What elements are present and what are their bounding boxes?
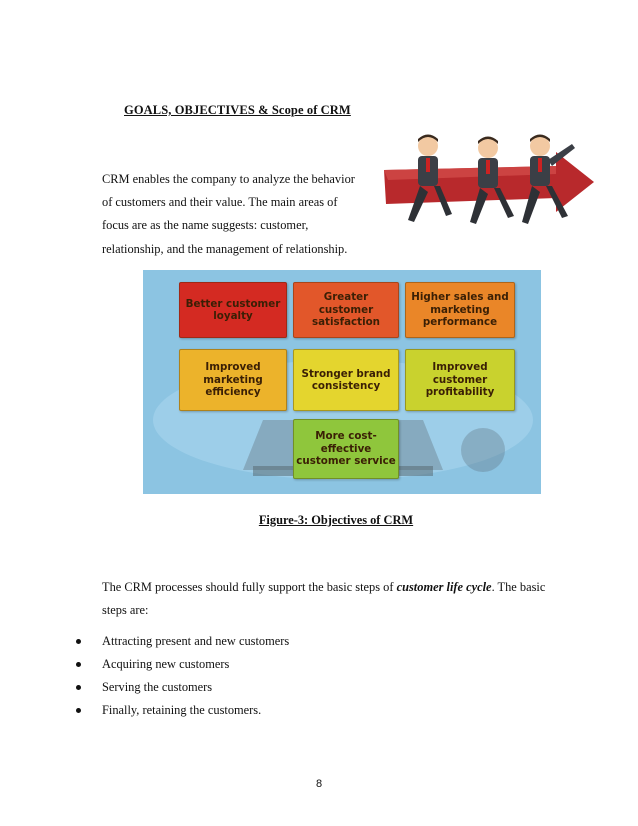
businessmen-arrow-illustration bbox=[376, 130, 613, 239]
objective-box: Stronger brand consistency bbox=[293, 349, 399, 411]
paragraph-text: The CRM processes should fully support the basic steps of bbox=[102, 580, 397, 594]
paragraph-text: steps are: bbox=[102, 603, 149, 617]
objective-box: More cost- effective customer service bbox=[293, 419, 399, 479]
list-item-text: Finally, retaining the customers. bbox=[102, 703, 262, 717]
list-item bbox=[74, 702, 289, 725]
lifecycle-paragraph bbox=[102, 576, 582, 622]
list-item-text: Serving the customers bbox=[102, 680, 213, 694]
objective-box: Improved marketing efficiency bbox=[179, 349, 287, 411]
objective-box: Better customer loyalty bbox=[179, 282, 287, 338]
bullet-icon bbox=[76, 662, 81, 667]
paragraph-emphasis: customer life cycle bbox=[396, 580, 492, 594]
intro-paragraph bbox=[102, 168, 372, 261]
list-item bbox=[74, 679, 289, 702]
objective-box: Improved customer profitability bbox=[405, 349, 515, 411]
figure-caption-text: Figure-3: Objectives of CRM bbox=[258, 513, 414, 527]
bullet-icon bbox=[76, 708, 81, 713]
intro-line: relationship, and the management of relationship. bbox=[102, 241, 348, 256]
figure-caption bbox=[0, 513, 638, 528]
section-heading: GOALS, OBJECTIVES & Scope of CRM bbox=[124, 103, 351, 117]
page-number: 8 bbox=[315, 778, 323, 790]
bullet-icon bbox=[76, 685, 81, 690]
bullet-icon bbox=[76, 639, 81, 644]
intro-line: CRM enables the company to analyze the behavior bbox=[102, 172, 355, 186]
list-item bbox=[74, 633, 289, 656]
lifecycle-steps-list bbox=[74, 633, 289, 725]
paragraph-text: . The basic bbox=[491, 580, 546, 594]
list-item bbox=[74, 656, 289, 679]
objective-box: Greater customer satisfaction bbox=[293, 282, 399, 338]
intro-line: of customers and their value. The main areas of bbox=[102, 195, 338, 210]
list-item-text: Acquiring new customers bbox=[102, 657, 230, 671]
objective-box: Higher sales and marketing performance bbox=[405, 282, 515, 338]
list-item-text: Attracting present and new customers bbox=[102, 634, 290, 648]
intro-line: focus are as the name suggests: customer, bbox=[102, 218, 309, 233]
crm-objectives-figure bbox=[143, 270, 541, 494]
